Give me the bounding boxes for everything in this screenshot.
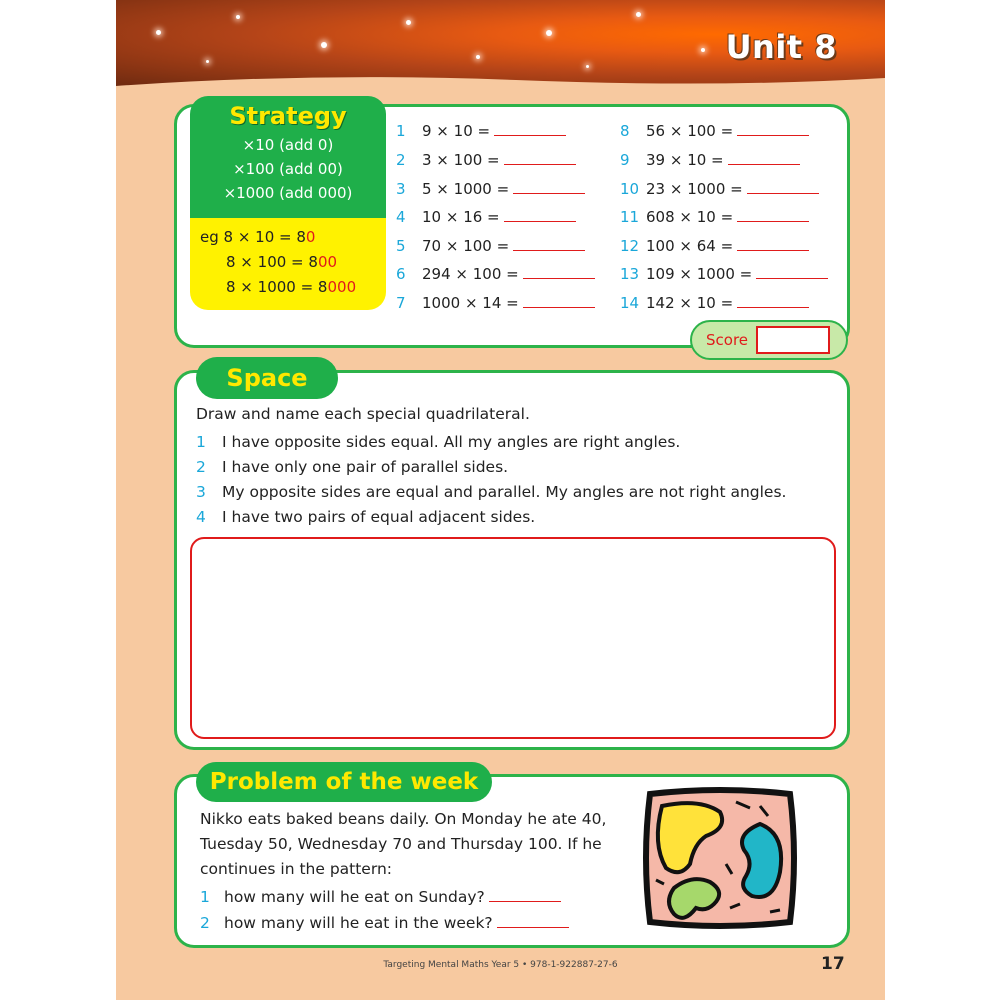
answer-blank[interactable] — [523, 295, 595, 308]
problem-item — [200, 914, 569, 932]
question-item — [620, 294, 809, 312]
answer-blank[interactable] — [513, 181, 585, 194]
item-text: how many will he eat on Sunday? — [224, 888, 485, 906]
header-banner — [116, 0, 885, 86]
sparkle-icon — [701, 48, 705, 52]
page-number: 17 — [821, 954, 845, 974]
sparkle-icon — [636, 12, 641, 17]
space-item — [196, 483, 786, 501]
question-number: 7 — [396, 294, 406, 312]
answer-blank[interactable] — [497, 915, 569, 928]
question-number: 2 — [396, 151, 406, 169]
question-text: 39 × 10 = — [646, 151, 724, 169]
question-item — [396, 294, 595, 312]
question-item — [396, 122, 566, 140]
example-line — [226, 278, 356, 296]
sparkle-icon — [321, 42, 327, 48]
example-zeros: 000 — [327, 278, 357, 296]
footer-text: Targeting Mental Maths Year 5 • 978-1-922887-27-6 — [383, 960, 618, 970]
item-text: I have two pairs of equal adjacent sides. — [222, 508, 536, 526]
answer-blank[interactable] — [737, 123, 809, 136]
answer-blank[interactable] — [513, 238, 585, 251]
answer-blank[interactable] — [504, 209, 576, 222]
space-item — [196, 433, 680, 451]
example-line — [200, 228, 315, 246]
question-item — [396, 265, 595, 283]
question-text: 294 × 100 = — [422, 265, 519, 283]
strategy-examples — [190, 218, 386, 310]
sparkle-icon — [546, 30, 552, 36]
item-text: My opposite sides are equal and parallel. My angles are not right angles. — [222, 483, 787, 501]
example-zeros: 00 — [317, 253, 338, 271]
question-text: 3 × 100 = — [422, 151, 500, 169]
item-number: 1 — [200, 888, 210, 906]
item-text: I have only one pair of parallel sides. — [222, 458, 509, 476]
sparkle-icon — [156, 30, 161, 35]
question-number: 4 — [396, 208, 406, 226]
space-item — [196, 458, 508, 476]
baked-beans-illustration — [640, 784, 800, 932]
question-text: 70 × 100 = — [422, 237, 510, 255]
answer-blank[interactable] — [494, 123, 566, 136]
item-number: 3 — [196, 483, 206, 501]
question-text: 608 × 10 = — [646, 208, 734, 226]
strategy-rule: ×10 (add 0) — [242, 136, 334, 154]
question-item — [396, 180, 585, 198]
answer-blank[interactable] — [504, 152, 576, 165]
answer-blank[interactable] — [489, 889, 561, 902]
question-text: 1000 × 14 = — [422, 294, 519, 312]
problem-text-line: Tuesday 50, Wednesday 70 and Thursday 100. If he — [200, 835, 602, 853]
question-number: 5 — [396, 237, 406, 255]
item-number: 2 — [196, 458, 206, 476]
example-expression: 8 × 10 = 8 — [223, 228, 306, 246]
unit-title: Unit 8 — [725, 28, 837, 66]
question-item — [396, 151, 576, 169]
sparkle-icon — [206, 60, 209, 63]
question-text: 9 × 10 = — [422, 122, 491, 140]
question-text: 56 × 100 = — [646, 122, 734, 140]
question-number: 3 — [396, 180, 406, 198]
space-instruction: Draw and name each special quadrilateral. — [196, 405, 530, 423]
answer-blank[interactable] — [737, 295, 809, 308]
example-expression: 8 × 1000 = 8 — [226, 278, 328, 296]
problem-text-line: Nikko eats baked beans daily. On Monday he ate 40, — [200, 810, 607, 828]
example-zeros: 0 — [305, 228, 316, 246]
question-number: 9 — [620, 151, 630, 169]
sparkle-icon — [236, 15, 240, 19]
question-item — [396, 237, 585, 255]
problem-heading: Problem of the week — [196, 762, 492, 802]
example-expression: 8 × 100 = 8 — [226, 253, 318, 271]
item-number: 1 — [196, 433, 206, 451]
question-item — [396, 208, 576, 226]
question-number: 12 — [620, 237, 640, 255]
strategy-title: Strategy — [229, 102, 347, 130]
question-number: 8 — [620, 122, 630, 140]
question-text: 10 × 16 = — [422, 208, 500, 226]
problem-item — [200, 888, 561, 906]
worksheet-page — [116, 0, 885, 1000]
sparkle-icon — [476, 55, 480, 59]
question-number: 6 — [396, 265, 406, 283]
answer-blank[interactable] — [728, 152, 800, 165]
item-text: I have opposite sides equal. All my angles are right angles. — [222, 433, 681, 451]
score-input[interactable] — [756, 326, 830, 354]
answer-blank[interactable] — [523, 266, 595, 279]
question-text: 100 × 64 = — [646, 237, 734, 255]
question-item — [620, 151, 800, 169]
score-pill — [690, 320, 848, 360]
question-item — [620, 180, 819, 198]
question-item — [620, 265, 828, 283]
question-text: 23 × 1000 = — [646, 180, 743, 198]
question-text: 109 × 1000 = — [646, 265, 753, 283]
strategy-box — [190, 96, 386, 310]
question-number: 10 — [620, 180, 640, 198]
drawing-area[interactable] — [190, 537, 836, 739]
sparkle-icon — [406, 20, 411, 25]
sparkle-icon — [586, 65, 589, 68]
answer-blank[interactable] — [737, 209, 809, 222]
item-text: how many will he eat in the week? — [224, 914, 493, 932]
example-prefix: eg — [200, 228, 224, 246]
answer-blank[interactable] — [756, 266, 828, 279]
question-number: 14 — [620, 294, 640, 312]
item-number: 4 — [196, 508, 206, 526]
score-label: Score — [706, 331, 749, 349]
question-number: 1 — [396, 122, 406, 140]
space-item — [196, 508, 535, 526]
example-line — [226, 253, 337, 271]
question-number: 13 — [620, 265, 640, 283]
answer-blank[interactable] — [747, 181, 819, 194]
answer-blank[interactable] — [737, 238, 809, 251]
item-number: 2 — [200, 914, 210, 932]
question-item — [620, 237, 809, 255]
strategy-rules — [190, 96, 386, 218]
problem-text-line: continues in the pattern: — [200, 860, 392, 878]
strategy-rule: ×100 (add 00) — [233, 160, 343, 178]
strategy-rule: ×1000 (add 000) — [223, 184, 353, 202]
space-heading: Space — [196, 357, 338, 399]
question-text: 5 × 1000 = — [422, 180, 510, 198]
question-item — [620, 208, 809, 226]
question-text: 142 × 10 = — [646, 294, 734, 312]
question-item — [620, 122, 809, 140]
question-number: 11 — [620, 208, 640, 226]
